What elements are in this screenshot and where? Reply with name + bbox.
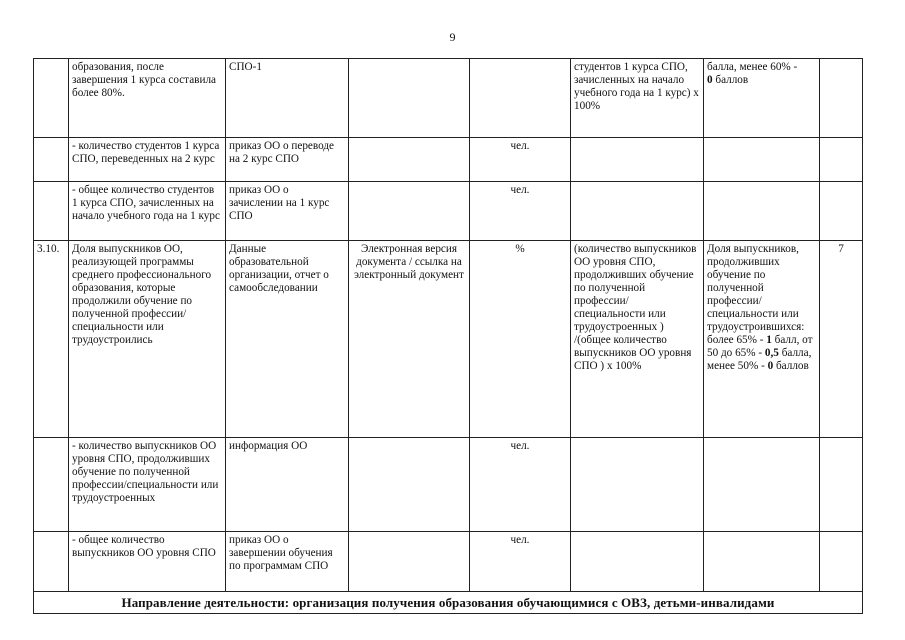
cell-max-score bbox=[820, 182, 863, 241]
cell-number bbox=[34, 182, 69, 241]
cell-indicator: образования, после завершения 1 курса составила более 80%. bbox=[69, 59, 226, 138]
cell-formula: студентов 1 курса СПО, зачисленных на начало учебного года на 1 курс) x 100% bbox=[571, 59, 704, 138]
criteria-score: 1 bbox=[766, 334, 772, 346]
cell-formula bbox=[571, 182, 704, 241]
cell-formula: (количество выпускников ОО уровня СПО, продолживших обучение по полученной профессии/специальности или трудоустроенных ) /(общее количество выпускников ОО уровня СПО ) x 100% bbox=[571, 241, 704, 438]
cell-source: Данные образовательной организации, отчет о самообследовании bbox=[226, 241, 349, 438]
table-row bbox=[34, 138, 863, 182]
cell-formula bbox=[571, 138, 704, 182]
cell-criteria bbox=[704, 438, 820, 532]
cell-source: информация ОО bbox=[226, 438, 349, 532]
cell-criteria bbox=[704, 532, 820, 592]
cell-form bbox=[349, 438, 470, 532]
criteria-score: 0,5 bbox=[764, 347, 779, 359]
criteria-score: 0 bbox=[767, 360, 774, 372]
cell-formula bbox=[571, 532, 704, 592]
table-row bbox=[34, 438, 863, 532]
cell-source: приказ ОО о завершении обучения по программам СПО bbox=[226, 532, 349, 592]
cell-unit: % bbox=[470, 241, 571, 438]
page-number: 9 bbox=[449, 30, 456, 44]
criteria-text: баллов bbox=[712, 74, 749, 86]
cell-number bbox=[34, 438, 69, 532]
criteria-text: балла, менее 60% - bbox=[707, 61, 798, 73]
cell-form bbox=[349, 138, 470, 182]
cell-form: Электронная версия документа / ссылка на электронный документ bbox=[349, 241, 470, 438]
cell-indicator: - количество выпускников ОО уровня СПО, продолживших обучение по полученной профессии/специальности или трудоустроенных bbox=[69, 438, 226, 532]
criteria-score: 0 bbox=[707, 74, 713, 86]
cell-indicator: Доля выпускников ОО, реализующей программы среднего профессионального образования, которые продолжили обучение по полученной профессии/специальности или трудоустроились bbox=[69, 241, 226, 438]
table-row bbox=[34, 241, 863, 438]
cell-formula bbox=[571, 438, 704, 532]
cell-source: СПО-1 bbox=[226, 59, 349, 138]
table-row bbox=[34, 182, 863, 241]
cell-indicator: - общее количество выпускников ОО уровня СПО bbox=[69, 532, 226, 592]
table-row bbox=[34, 59, 863, 138]
criteria-text: балл, от 50 до 65% - bbox=[707, 334, 813, 359]
cell-unit: чел. bbox=[470, 532, 571, 592]
cell-form bbox=[349, 532, 470, 592]
criteria-text: Доля выпускников, продолживших обучение по полученной профессии/специальности или трудоустроившихся: более 65% - bbox=[707, 243, 805, 346]
cell-source: приказ ОО о зачислении на 1 курс СПО bbox=[226, 182, 349, 241]
cell-unit: чел. bbox=[470, 138, 571, 182]
indicators-table bbox=[33, 58, 863, 614]
cell-number bbox=[34, 532, 69, 592]
cell-max-score bbox=[820, 438, 863, 532]
cell-max-score bbox=[820, 138, 863, 182]
cell-unit: чел. bbox=[470, 182, 571, 241]
table-row bbox=[34, 532, 863, 592]
criteria-text: баллов bbox=[773, 360, 809, 372]
cell-criteria bbox=[704, 241, 820, 438]
cell-form bbox=[349, 182, 470, 241]
cell-source: приказ ОО о переводе на 2 курс СПО bbox=[226, 138, 349, 182]
cell-max-score bbox=[820, 59, 863, 138]
cell-indicator: - количество студентов 1 курса СПО, переведенных на 2 курс bbox=[69, 138, 226, 182]
cell-number bbox=[34, 59, 69, 138]
cell-criteria bbox=[704, 182, 820, 241]
criteria-text: балла, менее 50% - bbox=[707, 347, 812, 372]
section-heading-row bbox=[34, 592, 863, 614]
cell-criteria bbox=[704, 138, 820, 182]
cell-unit bbox=[470, 59, 571, 138]
cell-criteria bbox=[704, 59, 820, 138]
cell-form bbox=[349, 59, 470, 138]
section-heading: Направление деятельности: организация получения образования обучающимися с ОВЗ, детьми-инвалидами bbox=[34, 592, 863, 614]
cell-unit: чел. bbox=[470, 438, 571, 532]
cell-number: 3.10. bbox=[34, 241, 69, 438]
cell-number bbox=[34, 138, 69, 182]
cell-max-score bbox=[820, 532, 863, 592]
cell-indicator: - общее количество студентов 1 курса СПО, зачисленных на начало учебного года на 1 курс bbox=[69, 182, 226, 241]
cell-max-score: 7 bbox=[820, 241, 863, 438]
